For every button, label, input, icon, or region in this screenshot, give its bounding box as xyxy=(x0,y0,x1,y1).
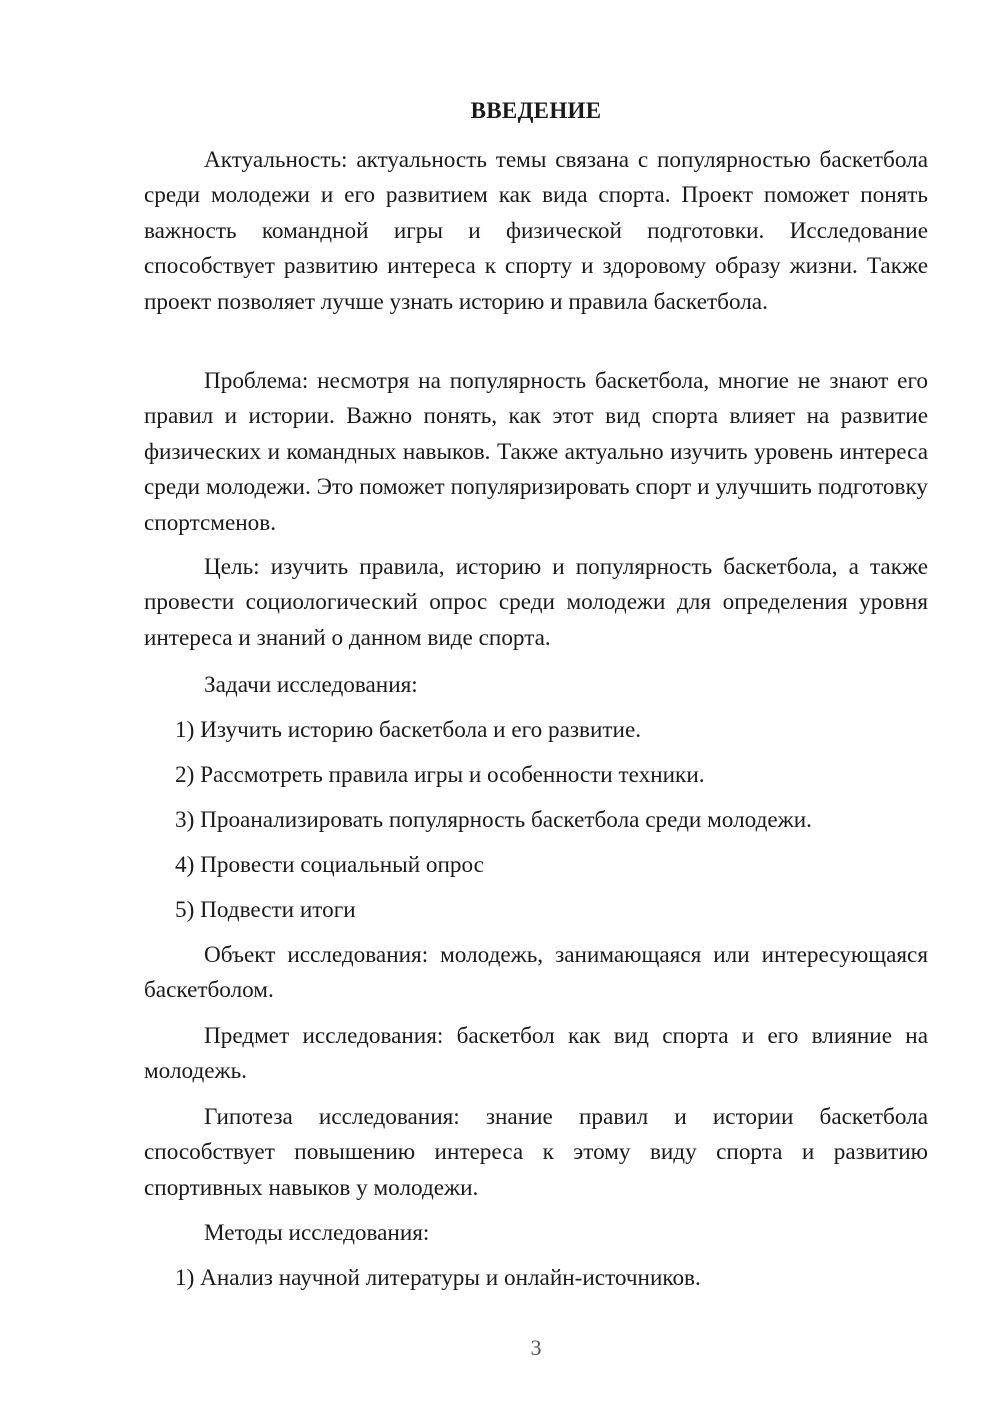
paragraph-goal: Цель: изучить правила, историю и популярность баскетбола, а также провести социологический опрос среди молодежи для определения уровня интереса и знаний о данном виде спорта. xyxy=(144,554,928,651)
page-number: 3 xyxy=(530,1335,542,1360)
paragraph-subject: Предмет исследования: баскетбол как вид спорта и его влияние на молодежь. xyxy=(144,1023,928,1085)
task-item: 5) Подвести итоги xyxy=(175,897,356,923)
task-item: 3) Проанализировать популярность баскетбола среди молодежи. xyxy=(175,807,812,833)
method-item: 1) Анализ научной литературы и онлайн-источников. xyxy=(175,1265,701,1291)
paragraph-problem: Проблема: несмотря на популярность баскетбола, многие не знают его правил и истории. Важно понять, как этот вид спорта влияет на развитие физических и командных навыков. Также актуально изучить уровень интереса среди молодежи. Это поможет популяризировать спорт и улучшить подготовку спортсменов. xyxy=(144,368,928,536)
paragraph-hypothesis: Гипотеза исследования: знание правил и истории баскетбола способствует повышению интереса к этому виду спорта и развитию спортивных навыков у молодежи. xyxy=(144,1104,928,1201)
section-title: ВВЕДЕНИЕ xyxy=(470,98,602,123)
task-item: 2) Рассмотреть правила игры и особенности техники. xyxy=(175,762,705,788)
tasks-heading: Задачи исследования: xyxy=(204,672,418,698)
task-item: 4) Провести социальный опрос xyxy=(175,852,484,878)
paragraph-object: Объект исследования: молодежь, занимающаяся или интересующаяся баскетболом. xyxy=(144,942,928,1004)
task-item: 1) Изучить историю баскетбола и его развитие. xyxy=(175,717,642,743)
paragraph-relevance: Актуальность: актуальность темы связана с популярностью баскетбола среди молодежи и его развитием как вида спорта. Проект поможет понять важность командной игры и физической подготовки. Исследование способствует развитию интереса к спорту и здоровому образу жизни. Также проект позволяет лучше узнать историю и правила баскетбола. xyxy=(144,147,928,315)
methods-heading: Методы исследования: xyxy=(204,1220,430,1246)
